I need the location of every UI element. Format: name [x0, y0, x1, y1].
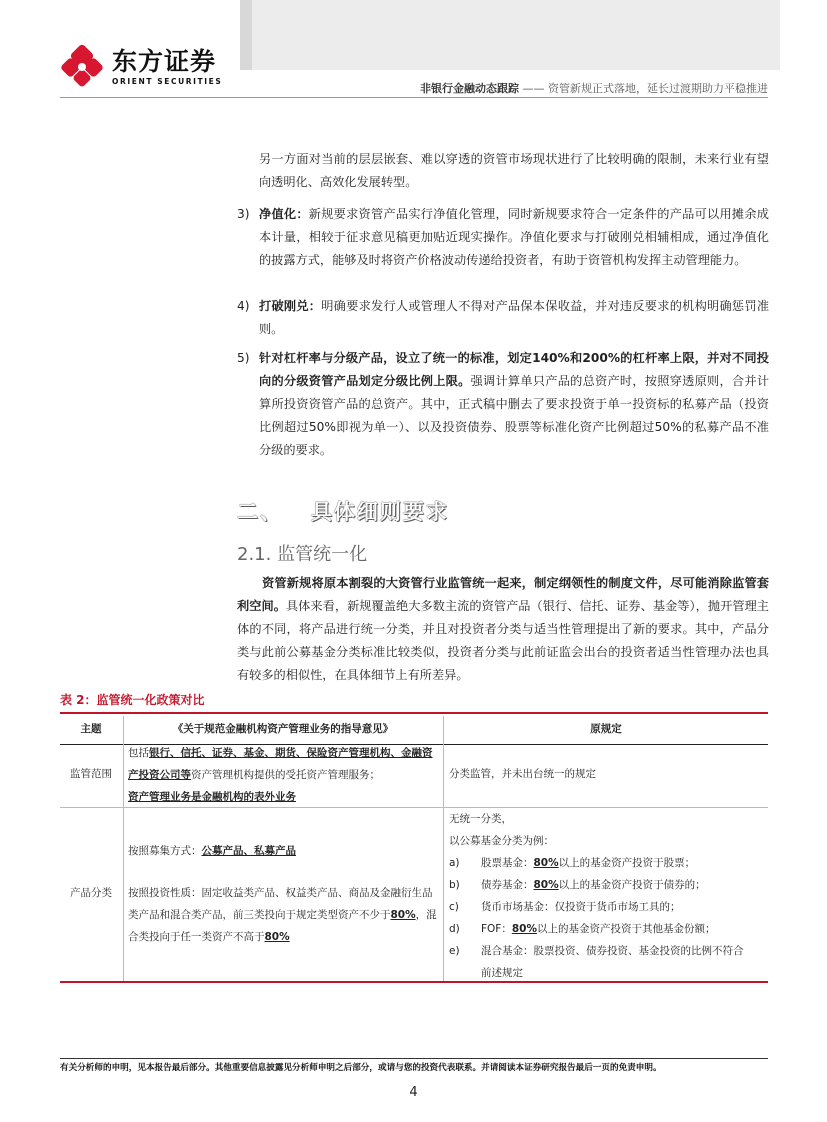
header-background: [240, 0, 780, 70]
row2-method-values: 公募产品、私募产品: [201, 845, 296, 857]
item-5-paragraph: [259, 347, 769, 462]
row2-guideline-method: [128, 840, 440, 862]
row2-original-line1: 无统一分类，: [449, 813, 512, 825]
section-heading: [237, 496, 449, 526]
row1-guideline-cell: [128, 742, 438, 808]
item-3-paragraph: [259, 203, 769, 272]
row1-original: 分类监管，并未出台统一的规定: [449, 768, 596, 780]
item-4-paragraph: [259, 295, 769, 341]
row2-nature-pct-2: 80%: [264, 931, 290, 943]
table-column-divider: [123, 716, 124, 981]
row1-guideline-prefix: 包括: [128, 747, 149, 759]
row2-guideline-nature: [128, 882, 440, 948]
item-3-text: 新规要求资管产品实行净值化管理，同时新规要求符合一定条件的产品可以用摊余成本计量，相较于征求意见稿更加贴近现实操作。净值化要求与打破刚兑相辅相成，通过净值化的披露方式，能够及时将资产价格波动传递给投资者，有助于资管机构发挥主动管理能力。: [259, 207, 769, 267]
logo-chinese-name: 东方证券: [112, 46, 217, 76]
table-column-divider: [443, 716, 444, 981]
item-4-lead: 打破刚兑：: [259, 299, 322, 313]
header-divider: [60, 97, 768, 98]
footer-disclaimer: 有关分析师的申明，见本报告最后部分。其他重要信息披露见分析师申明之后部分，或请与您的投资代表联系。并请阅读本证券研究报告最后一页的免责申明。: [60, 1063, 662, 1073]
row2-nature-pct-1: 80%: [390, 909, 416, 921]
orient-logo-icon: [60, 44, 104, 88]
list-item: c) 货币市场基金：仅投资于货币市场工具的；: [449, 901, 681, 913]
header-separator: ——: [519, 82, 548, 95]
item-3-number: 3): [237, 207, 250, 221]
row2-nature-mixed: ，混合类投向于任一类资产不高于: [128, 909, 437, 943]
body-text: 具体来看，新规覆盖绝大多数主流的资管产品（银行、信托、证券、基金等），抛开管理主体的不同，将产品进行统一分类，并且对投资者分类与适当性管理提出了新的要求。其中，产品分类与此前公募基金分类标准比较类似，投资者分类与此前证监会出台的投资者适当性管理办法也具有较多的相似性，在具体细节上有所差异。: [237, 599, 769, 682]
row1-guideline-institutions: 银行、信托、证券、基金、期货、保险资产管理机构、金融资产投资公司等: [128, 747, 433, 781]
item-4-number: 4): [237, 299, 250, 313]
list-item: d) FOF：80%以上的基金资产投资于其他基金份额；: [449, 923, 716, 935]
table-header-topic: 主题: [80, 723, 102, 735]
item-5-number: 5): [237, 351, 250, 365]
row2-method-label: 按照募集方式：: [128, 845, 202, 857]
table-header-original: 原规定: [590, 723, 622, 735]
list-item: a) 股票基金：80%以上的基金资产投资于股票；: [449, 857, 696, 869]
section-title: 具体细则要求: [310, 500, 449, 524]
table-bottom-rule: [60, 981, 768, 983]
item-4-text: 明确要求发行人或管理人不得对产品保本保收益，并对违反要求的机构明确惩罚准则。: [259, 299, 770, 336]
table-header-guideline: 《关于规范金融机构资产管理业务的指导意见》: [172, 723, 394, 735]
row1-topic: 监管范围: [70, 768, 112, 780]
report-title: 资管新规正式落地，延长过渡期助力平稳推进: [548, 82, 768, 95]
report-series: 非银行金融动态跟踪: [420, 82, 519, 95]
table-title: 表 2：监管统一化政策对比: [60, 693, 205, 707]
section-number: 二、: [237, 500, 283, 524]
list-item-continuation: 前述规定: [481, 967, 523, 979]
footer-divider: [60, 1058, 768, 1059]
subsection-heading: 2.1. 监管统一化: [237, 544, 368, 565]
row2-original-cell: [449, 808, 764, 984]
company-logo: [60, 44, 222, 88]
row2-nature-text: 按照投资性质：固定收益类产品、权益类产品、商品及金融衍生品类产品和混合类产品，前三类投向于规定类型资产不少于: [128, 887, 433, 921]
header-accent-bar: [240, 0, 252, 70]
page-number: 4: [409, 1085, 418, 1100]
row2-original-line2: 以公募基金分类为例：: [449, 835, 554, 847]
table-top-rule: [60, 712, 768, 714]
report-header-title: [420, 80, 768, 96]
intro-paragraph: 另一方面对当前的层层嵌套、难以穿透的资管市场现状进行了比较明确的限制，未来行业有望向透明化、高效化发展转型。: [259, 152, 769, 189]
row1-guideline-offbalance: 资产管理业务是金融机构的表外业务: [128, 791, 296, 803]
item-3-lead: 净值化：: [259, 207, 309, 221]
row2-topic: 产品分类: [70, 887, 112, 899]
row1-guideline-service: 资产管理机构提供的受托资产管理服务；: [191, 769, 380, 781]
logo-english-name: ORIENT SECURITIES: [112, 76, 223, 86]
item-5-text: 强调计算单只产品的总资产时，按照穿透原则，合并计算所投资资管产品的总资产。其中，正式稿中删去了要求投资于单一投资标的私募产品（投资比例超过50%即视为单一）、以及投资债券、股票等标准化资产比例超过50%的私募产品不准分级的要求。: [259, 374, 770, 457]
item-5-lead: 针对杠杆率与分级产品，设立了统一的标准，划定140%和200%的杠杆率上限，并对不同投向的分级资管产品划定分级比例上限。: [259, 351, 769, 388]
list-item: b) 债券基金：80%以上的基金资产投资于债券的；: [449, 879, 706, 891]
body-paragraph: [237, 572, 769, 687]
list-item: e) 混合基金：股票投资、债券投资、基金投资的比例不符合: [449, 945, 744, 957]
body-lead: 资管新规将原本割裂的大资管行业监管统一起来，制定纲领性的制度文件，尽可能消除监管套利空间。: [237, 576, 769, 613]
